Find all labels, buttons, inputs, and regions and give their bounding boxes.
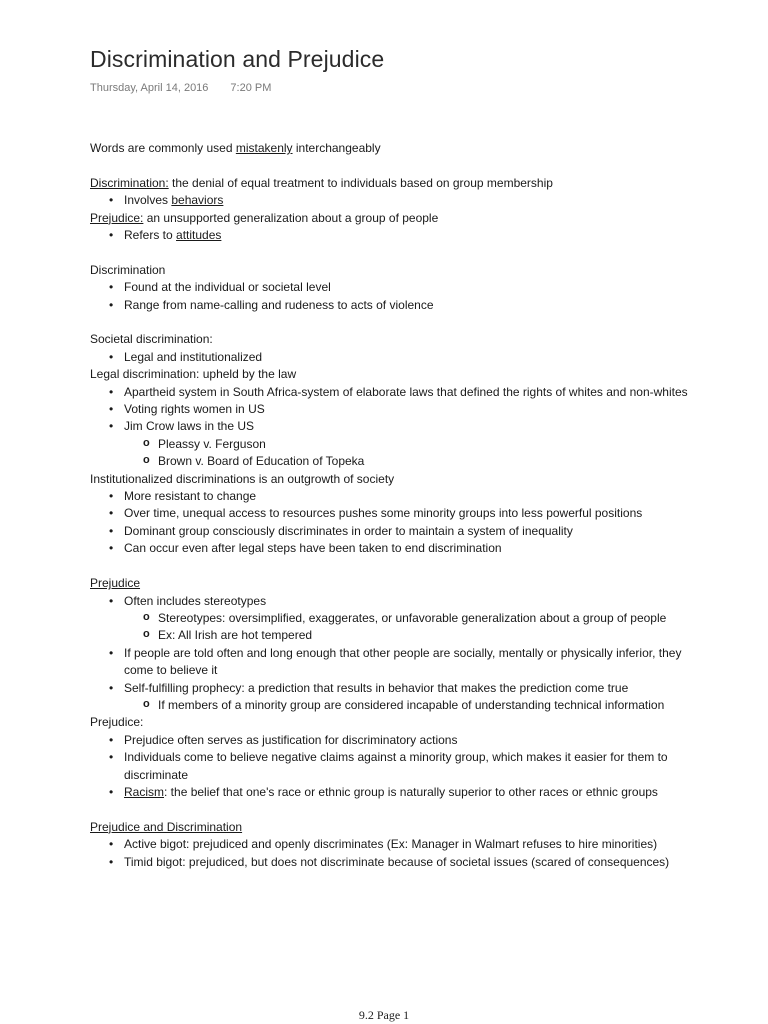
- discrimination-term: Discrimination:: [90, 175, 169, 190]
- discrimination-list: [90, 279, 690, 314]
- page-meta: [90, 82, 271, 94]
- list-item: • Range from name-calling and rudeness to acts of violence: [90, 297, 690, 314]
- intro-text-end: interchangeably: [292, 141, 381, 155]
- list-item: • Dominant group consciously discriminates in order to maintain a system of inequality: [90, 523, 690, 540]
- list-item: • Active bigot: prejudiced and openly discriminates (Ex: Manager in Walmart refuses to hire minorities): [90, 836, 690, 853]
- intro-line: [90, 140, 690, 157]
- list-item: o Pleassy v. Ferguson: [90, 436, 690, 453]
- prejudice2-list: [90, 732, 690, 802]
- page-title: Discrimination and Prejudice: [90, 46, 385, 72]
- societal-heading: Societal discrimination:: [90, 332, 213, 347]
- list-item: • Self-fulfilling prophecy: a prediction that results in behavior that makes the prediction come true: [90, 680, 690, 697]
- stereotypes-sublist: [90, 610, 690, 645]
- list-item: • Refers to attitudes: [90, 227, 690, 244]
- prejudice-heading: Prejudice: [90, 576, 141, 591]
- page-time: 7:20 PM: [230, 82, 272, 94]
- discrimination-heading: Discrimination: [90, 262, 166, 277]
- prejudice-definition: [90, 210, 690, 227]
- list-item: o Brown v. Board of Education of Topeka: [90, 453, 690, 470]
- list-item: o Stereotypes: oversimplified, exaggerates, or unfavorable generalization about a group of people: [90, 610, 690, 627]
- institutional-list: [90, 488, 690, 558]
- list-item: o If members of a minority group are considered incapable of understanding technical information: [90, 697, 690, 714]
- list-item: • More resistant to change: [90, 488, 690, 505]
- discrimination-definition: [90, 175, 690, 192]
- list-item: • Individuals come to believe negative claims against a minority group, which makes it easier for them to discriminate: [90, 749, 690, 784]
- list-item: • Over time, unequal access to resources pushes some minority groups into less powerful positions: [90, 505, 690, 522]
- page-date: Thursday, April 14, 2016: [90, 82, 209, 94]
- legal-heading: Legal discrimination: upheld by the law: [90, 367, 297, 382]
- pd-list: [90, 836, 690, 871]
- list-item: • Found at the individual or societal level: [90, 279, 690, 296]
- list-item: • Legal and institutionalized: [90, 349, 690, 366]
- prejudice-def-list: [90, 227, 690, 244]
- prejudice2-heading: Prejudice:: [90, 715, 144, 730]
- discrimination-def-list: [90, 192, 690, 209]
- discrimination-def-text: the denial of equal treatment to individuals based on group membership: [168, 175, 553, 190]
- list-item: • Prejudice often serves as justification for discriminatory actions: [90, 732, 690, 749]
- prejudice-def-text: an unsupported generalization about a group of people: [143, 210, 439, 225]
- list-item: • Apartheid system in South Africa-system of elaborate laws that defined the rights of whites and non-whites: [90, 384, 690, 401]
- list-item: • If people are told often and long enough that other people are socially, mentally or physically inferior, they come to believe it: [90, 645, 690, 680]
- list-item: • Can occur even after legal steps have been taken to end discrimination: [90, 540, 690, 557]
- jim-crow-sublist: [90, 436, 690, 471]
- institutional-heading: Institutionalized discriminations is an outgrowth of society: [90, 471, 395, 486]
- racism-term: Racism: [124, 784, 165, 799]
- prejudice-term: Prejudice:: [90, 210, 144, 225]
- list-item: • Involves behaviors: [90, 192, 690, 209]
- racism-def-text: : the belief that one's race or ethnic group is naturally superior to other races or ethnic groups: [164, 784, 658, 799]
- list-item: • Timid bigot: prejudiced, but does not discriminate because of societal issues (scared of consequences): [90, 854, 690, 871]
- intro-underlined: mistakenly: [235, 141, 293, 155]
- list-item: [90, 784, 690, 801]
- prophecy-sublist: [90, 697, 690, 714]
- prejudice-list-b: [90, 645, 690, 697]
- page-footer: 9.2 Page 1: [358, 1008, 410, 1022]
- societal-list: [90, 349, 690, 366]
- intro-text: Words are commonly used: [90, 141, 236, 155]
- list-item: o Ex: All Irish are hot tempered: [90, 627, 690, 644]
- list-item: • Often includes stereotypes: [90, 593, 690, 610]
- note-content: [90, 140, 690, 871]
- list-item: • Voting rights women in US: [90, 401, 690, 418]
- prejudice-list-a: [90, 593, 690, 610]
- pd-heading: Prejudice and Discrimination: [90, 819, 243, 834]
- legal-list: [90, 384, 690, 436]
- list-item: • Jim Crow laws in the US: [90, 418, 690, 435]
